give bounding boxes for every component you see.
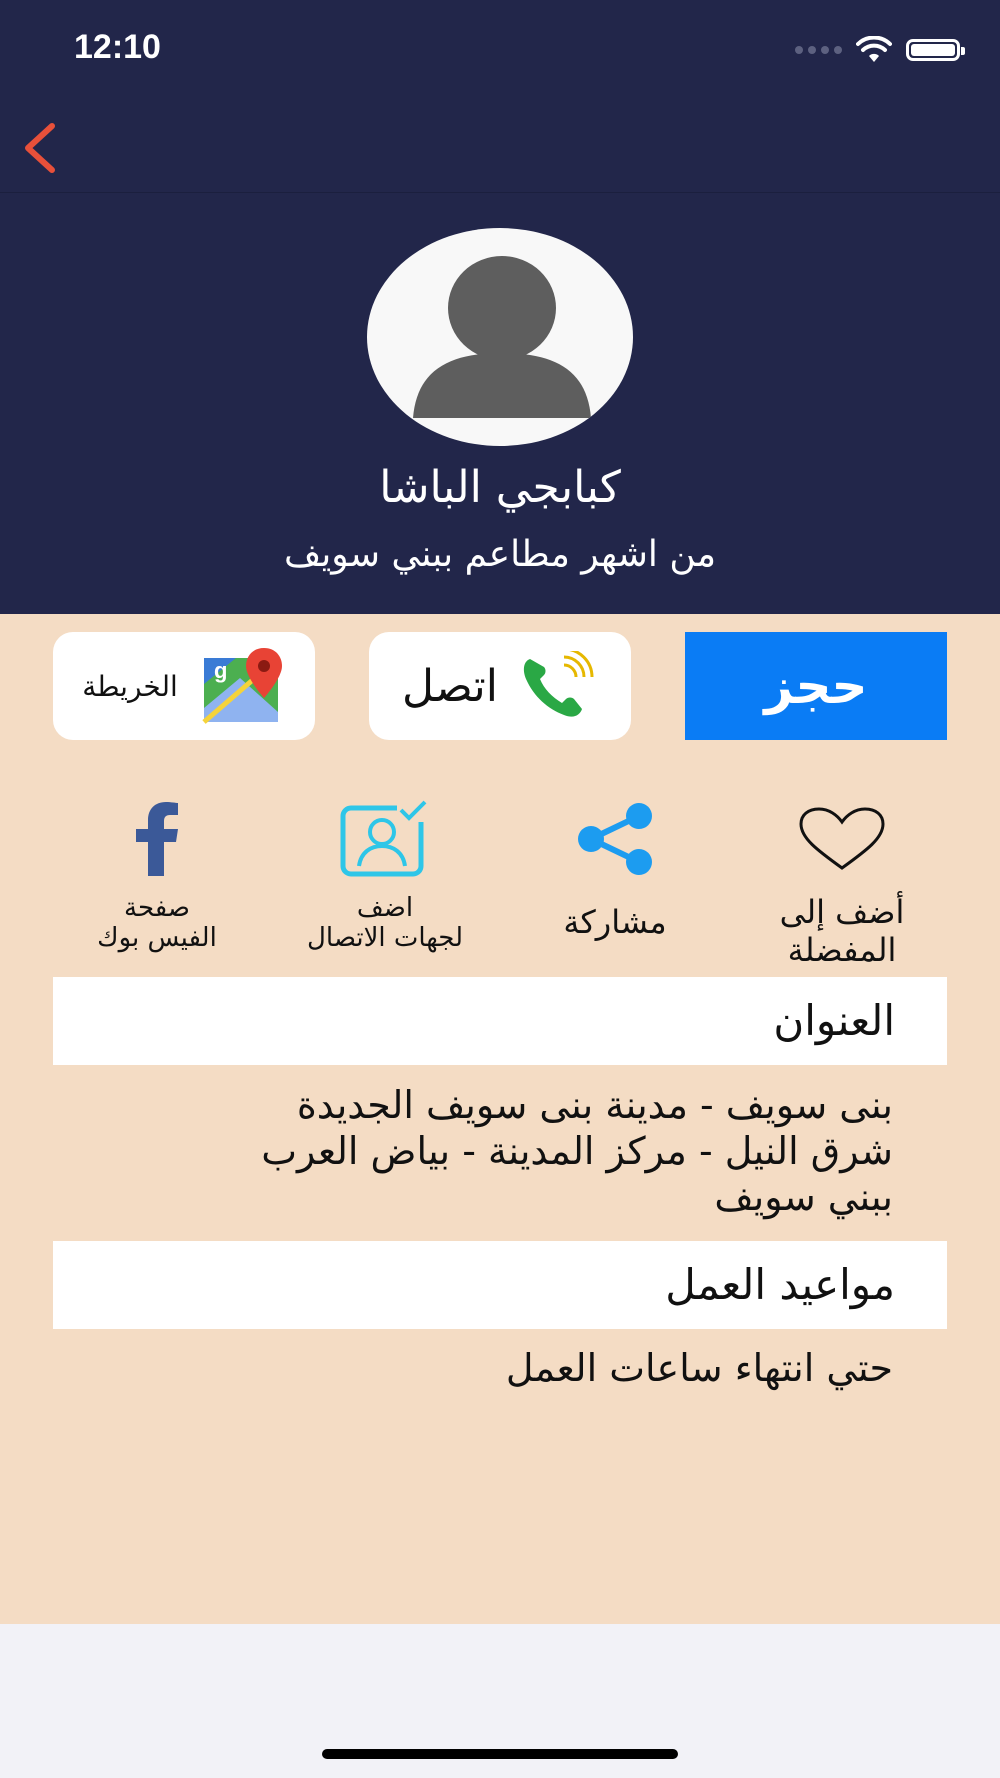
wifi-icon: [856, 36, 892, 64]
favorite-label-1: أضف إلى: [779, 893, 905, 931]
call-button[interactable]: [369, 632, 631, 740]
restaurant-tagline: من اشهر مطاعم ببني سويف: [283, 534, 717, 575]
book-button[interactable]: حجز: [685, 632, 947, 740]
favorite-action[interactable]: [732, 785, 952, 969]
facebook-icon: [132, 802, 182, 876]
call-label: اتصل: [402, 660, 498, 712]
signal-icon: [795, 46, 842, 54]
svg-text:g: g: [213, 658, 228, 683]
status-time: 12:10: [74, 28, 161, 66]
nav-divider: [0, 192, 1000, 193]
add-contact-action[interactable]: [275, 785, 495, 953]
add-contact-label-2: لجهات الاتصال: [307, 923, 463, 953]
back-button[interactable]: [14, 118, 74, 178]
person-placeholder-icon: [367, 228, 633, 446]
share-icon: [573, 802, 657, 876]
avatar: [367, 228, 633, 446]
hours-heading: مواعيد العمل: [53, 1241, 947, 1329]
address-line-2: شرق النيل - مركز المدينة - بياض العرب: [261, 1129, 893, 1173]
phone-icon: [518, 651, 598, 721]
add-contact-icon: [339, 800, 431, 878]
google-maps-icon: [200, 648, 286, 724]
address-line-1: بنى سويف - مدينة بنى سويف الجديدة: [296, 1083, 893, 1127]
home-indicator[interactable]: [322, 1749, 678, 1759]
profile-header: [0, 0, 1000, 614]
address-line-3: ببني سويف: [714, 1175, 893, 1219]
address-text: [53, 1082, 893, 1220]
favorite-label-2: المفضلة: [787, 931, 897, 969]
add-contact-label-1: اضف: [356, 893, 414, 923]
hours-text: حتي انتهاء ساعات العمل: [505, 1346, 893, 1390]
share-action[interactable]: [505, 785, 725, 941]
chevron-left-icon: [14, 118, 74, 178]
restaurant-name: كبابجي الباشا: [379, 462, 621, 513]
map-button[interactable]: [53, 632, 315, 740]
status-icons: [795, 36, 960, 64]
facebook-label-1: صفحة: [124, 893, 190, 923]
facebook-label-2: الفيس بوك: [97, 923, 217, 953]
address-heading: العنوان: [53, 977, 947, 1065]
heart-icon: [797, 806, 887, 872]
map-label: الخريطة: [82, 669, 178, 703]
battery-icon: [906, 39, 960, 61]
facebook-action[interactable]: [47, 785, 267, 953]
share-label: مشاركة: [563, 903, 667, 941]
